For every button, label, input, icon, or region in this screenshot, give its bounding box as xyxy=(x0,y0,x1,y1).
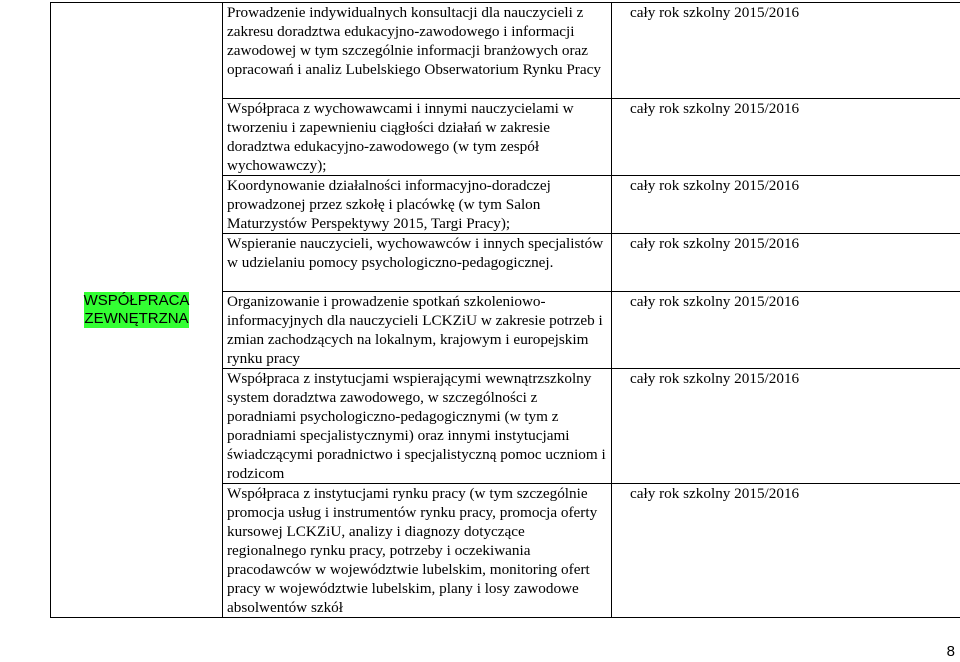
task-cell: Współpraca z instytucjami wspierającymi wewnątrzszkolny system doradztwa zawodowego, w szczególności z poradniami psychologiczno-pedagogicznymi (w tym z poradniami specjalistycznymi) oraz innymi instytucjami świadczącymi poradnictwo i specjalistyczną pomoc uczniom i rodzicom xyxy=(223,369,612,484)
term-cell: cały rok szkolny 2015/2016 xyxy=(612,369,960,484)
task-cell: Organizowanie i prowadzenie spotkań szkoleniowo-informacyjnych dla nauczycieli LCKZiU w zakresie potrzeb i zmian zachodzących na lokalnym, krajowym i europejskim rynku pracy xyxy=(223,292,612,369)
category-cell xyxy=(51,3,223,618)
page-number: 8 xyxy=(946,643,955,660)
category-label-line1: WSPÓŁPRACA xyxy=(83,292,190,309)
term-cell: cały rok szkolny 2015/2016 xyxy=(612,234,960,292)
activity-table-body xyxy=(51,3,960,618)
table-row xyxy=(51,3,960,99)
category-label xyxy=(84,292,190,328)
task-cell: Prowadzenie indywidualnych konsultacji dla nauczycieli z zakresu doradztwa edukacyjno-zawodowego i informacji zawodowej w tym szczególnie informacji branżowych oraz opracowań i analiz Lubelskiego Obserwatorium Rynku Pracy xyxy=(223,3,612,99)
term-cell: cały rok szkolny 2015/2016 xyxy=(612,176,960,234)
term-cell: cały rok szkolny 2015/2016 xyxy=(612,3,960,99)
task-cell: Wspieranie nauczycieli, wychowawców i innych specjalistów w udzielaniu pomocy psychologiczno-pedagogicznej. xyxy=(223,234,612,292)
term-cell: cały rok szkolny 2015/2016 xyxy=(612,484,960,618)
term-cell: cały rok szkolny 2015/2016 xyxy=(612,292,960,369)
activity-table xyxy=(50,2,960,618)
task-cell: Koordynowanie działalności informacyjno-doradczej prowadzonej przez szkołę i placówkę (w tym Salon Maturzystów Perspektywy 2015, Targi Pracy); xyxy=(223,176,612,234)
term-cell: cały rok szkolny 2015/2016 xyxy=(612,99,960,176)
task-cell: Współpraca z instytucjami rynku pracy (w tym szczególnie promocja usług i instrumentów rynku pracy, promocja oferty kursowej LCKZiU, analizy i diagnozy dotyczące regionalnego rynku pracy, potrzeby i oczekiwania pracodawców w województwie lubelskim, monitoring ofert pracy w województwie lubelskim, plany i losy zawodowe absolwentów szkół xyxy=(223,484,612,618)
category-label-line2: ZEWNĘTRZNA xyxy=(84,310,189,327)
task-cell: Współpraca z wychowawcami i innymi nauczycielami w tworzeniu i zapewnieniu ciągłości działań w zakresie doradztwa edukacyjno-zawodowego (w tym zespół wychowawczy); xyxy=(223,99,612,176)
